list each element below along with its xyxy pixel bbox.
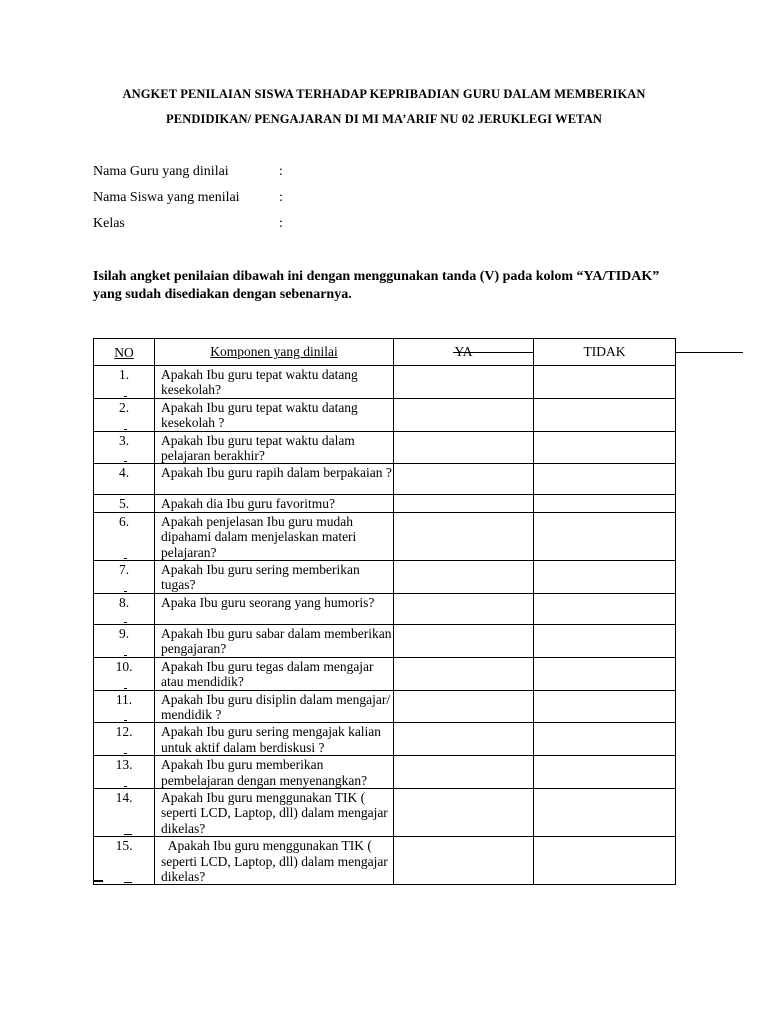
answer-cell-ya[interactable] [394,464,534,495]
table-row [94,512,676,560]
row-number: 7. [94,561,155,594]
assessment-table [93,338,676,885]
answer-cell-tidak[interactable] [534,561,676,594]
row-komponen-text: Apakah penjelasan Ibu guru mudah dipahami dalam menjelaskan materi pelajaran? [155,512,394,560]
row-number: 5. [94,495,155,512]
row-komponen-text: Apakah Ibu guru sabar dalam memberikan pengajaran? [155,624,394,657]
row-komponen-text: Apakah Ibu guru menggunakan TIK ( seperti LCD, Laptop, dll) dalam mengajar dikelas? [155,788,394,836]
answer-cell-tidak[interactable] [534,788,676,836]
row-number: 15. [94,837,155,885]
row-komponen-text: Apakah Ibu guru tegas dalam mengajar atau mendidik? [155,657,394,690]
row-number: 6. [94,512,155,560]
row-komponen-text: Apakah Ibu guru rapih dalam berpakaian ? [155,464,394,495]
row-number: 12. [94,723,155,756]
answer-cell-ya[interactable] [394,657,534,690]
answer-cell-ya[interactable] [394,788,534,836]
row-komponen-text: Apaka Ibu guru seorang yang humoris? [155,593,394,624]
title-line-2: PENDIDIKAN/ PENGAJARAN DI MI MA’ARIF NU 02 JERUKLEGI WETAN [166,112,602,126]
row-number: 11. [94,690,155,723]
answer-cell-ya[interactable] [394,561,534,594]
row-number: 8. [94,593,155,624]
table-header-row [94,339,676,366]
answer-cell-tidak[interactable] [534,464,676,495]
header-komponen: Komponen yang dinilai [155,339,394,366]
answer-cell-ya[interactable] [394,593,534,624]
row-mark [124,591,127,592]
row-komponen-text: Apakah Ibu guru tepat waktu datang kesekolah? [155,366,394,399]
row-mark [124,655,127,656]
row-komponen-text: Apakah Ibu guru menggunakan TIK ( seperti LCD, Laptop, dll) dalam mengajar dikelas? [155,837,394,885]
answer-cell-ya[interactable] [394,366,534,399]
answer-cell-ya[interactable] [394,624,534,657]
row-komponen-text: Apakah Ibu guru sering memberikan tugas? [155,561,394,594]
answer-cell-tidak[interactable] [534,431,676,464]
row-mark [124,753,127,754]
row-mark [124,720,127,721]
table-row [94,657,676,690]
field-colon: : [279,164,283,179]
table-row [94,561,676,594]
row-mark [124,688,127,689]
table-row [94,723,676,756]
answer-cell-tidak[interactable] [534,723,676,756]
row-number: 9. [94,624,155,657]
table-row [94,398,676,431]
answer-cell-ya[interactable] [394,495,534,512]
answer-cell-ya[interactable] [394,431,534,464]
answer-cell-tidak[interactable] [534,690,676,723]
header-ya: YA [394,339,534,366]
row-mark [124,786,127,787]
field-label-nama-siswa: Nama Siswa yang menilai [93,190,240,205]
footer-mark [93,880,103,882]
row-number: 3. [94,431,155,464]
field-label-kelas: Kelas [93,216,125,231]
row-number: 1. [94,366,155,399]
table-row [94,624,676,657]
instruction-line-1: Isilah angket penilaian dibawah ini dengan menggunakan tanda (V) pada kolom “YA/TIDAK” [93,269,660,284]
answer-cell-ya[interactable] [394,512,534,560]
row-komponen-text: Apakah Ibu guru sering mengajak kalian untuk aktif dalam berdiskusi ? [155,723,394,756]
row-number: 4. [94,464,155,495]
answer-cell-ya[interactable] [394,723,534,756]
row-mark [124,834,132,835]
row-mark [124,396,127,397]
row-mark [124,622,127,623]
row-mark [124,558,127,559]
answer-cell-ya[interactable] [394,837,534,885]
answer-cell-tidak[interactable] [534,366,676,399]
row-komponen-text: Apakah dia Ibu guru favoritmu? [155,495,394,512]
row-mark [124,882,132,883]
row-komponen-text: Apakah Ibu guru memberikan pembelajaran dengan menyenangkan? [155,756,394,789]
table-row [94,690,676,723]
answer-cell-tidak[interactable] [534,593,676,624]
title-line-1: ANGKET PENILAIAN SISWA TERHADAP KEPRIBADIAN GURU DALAM MEMBERIKAN [122,87,646,101]
answer-cell-tidak[interactable] [534,756,676,789]
field-colon: : [279,216,283,231]
answer-cell-ya[interactable] [394,398,534,431]
header-no: NO [94,339,155,366]
table-row [94,431,676,464]
table-row [94,788,676,836]
answer-cell-tidak[interactable] [534,512,676,560]
row-number: 13. [94,756,155,789]
instruction-line-2: yang sudah disediakan dengan sebenarnya. [93,287,352,302]
field-label-nama-guru: Nama Guru yang dinilai [93,164,229,179]
row-komponen-text: Apakah Ibu guru tepat waktu dalam pelajaran berakhir? [155,431,394,464]
table-row [94,837,676,885]
answer-cell-ya[interactable] [394,690,534,723]
answer-cell-tidak[interactable] [534,657,676,690]
header-tidak: TIDAK [534,339,676,366]
table-row [94,464,676,495]
table-row [94,366,676,399]
answer-cell-tidak[interactable] [534,837,676,885]
row-number: 14. [94,788,155,836]
answer-cell-tidak[interactable] [534,495,676,512]
table-row [94,593,676,624]
row-komponen-text: Apakah Ibu guru tepat waktu datang kesekolah ? [155,398,394,431]
field-colon: : [279,190,283,205]
row-mark [124,461,127,462]
table-row [94,756,676,789]
header-line-extension [675,352,743,353]
row-number: 10. [94,657,155,690]
row-komponen-text: Apakah Ibu guru disiplin dalam mengajar/ mendidik ? [155,690,394,723]
answer-cell-tidak[interactable] [534,624,676,657]
table-row [94,495,676,512]
row-mark [124,429,127,430]
answer-cell-tidak[interactable] [534,398,676,431]
row-number: 2. [94,398,155,431]
answer-cell-ya[interactable] [394,756,534,789]
